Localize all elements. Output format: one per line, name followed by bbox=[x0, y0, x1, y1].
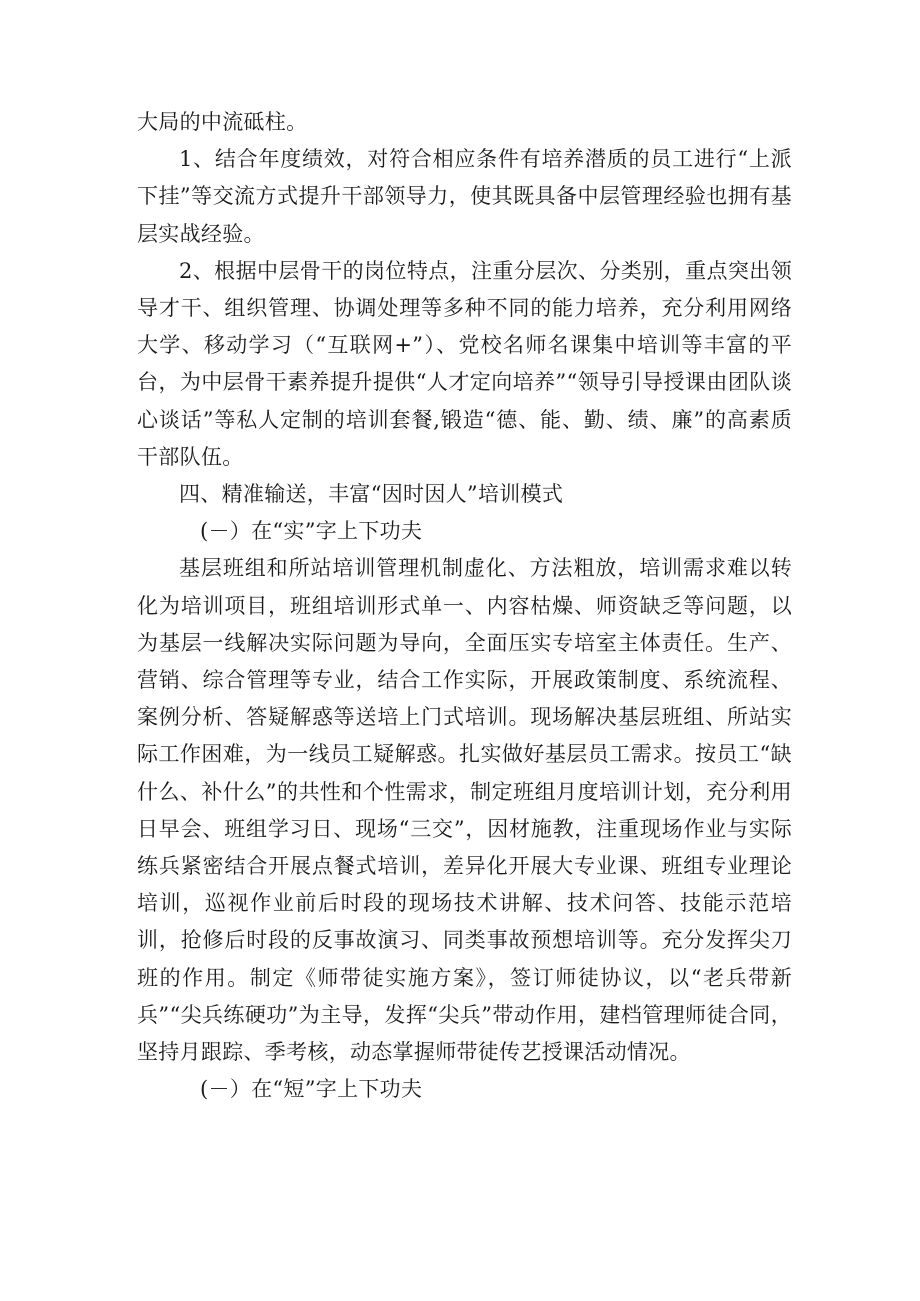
section-heading-4: 四、精准输送，丰富“因时因人”培训模式 bbox=[179, 482, 564, 507]
subsection-heading-shi: (－）在“实”字上下功夫 bbox=[200, 519, 423, 544]
body-paragraph-item-2: 2、根据中层骨干的岗位特点，注重分层次、分类别，重点突出领导才干、组织管理、协调处理等多种不同的能力培养，充分利用网络大学、移动学习（“互联网+”）、党校名师名课集中培训等丰富的平台，为中层骨干素养提升提供“人才定向培养”“领导引导授课由团队谈心谈话”等私人定制的培训套餐,锻造“德、能、勤、绩、廉”的高素质干部队伍。 bbox=[137, 258, 792, 469]
continuation-paragraph: 大局的中流砥柱。 bbox=[137, 110, 308, 134]
body-paragraph-grassroots: 基层班组和所站培训管理机制虚化、方法粗放，培训需求难以转化为培训项目，班组培训形式单一、内容枯燥、师资缺乏等问题，以为基层一线解决实际问题为导向，全面压实专培室主体责任。生产、营销、综合管理等专业，结合工作实际，开展政策制度、系统流程、案例分析、答疑解惑等送培上门式培训。现场解决基层班组、所站实际工作困难，为一线员工疑解惑。扎实做好基层员工需求。按员工“缺什么、补什么”的共性和个性需求，制定班组月度培训计划，充分利用日早会、班组学习日、现场“三交”，因材施教，注重现场作业与实际练兵紧密结合开展点餐式培训，差异化开展大专业课、班组专业理论培训，巡视作业前后时段的现场技术讲解、技术问答、技能示范培训，抢修后时段的反事故演习、同类事故预想培训等。充分发挥尖刀班的作用。制定《师带徒实施方案》，签订师徒协议，以“老兵带新兵”“尖兵练硬功”为主导，发挥“尖兵”带动作用，建档管理师徒合同，坚持月跟踪、季考核，动态掌握师带徒传艺授课活动情况。 bbox=[137, 556, 792, 1065]
subsection-heading-duan: (－）在“短”字上下功夫 bbox=[200, 1077, 423, 1102]
document-body bbox=[137, 104, 792, 1108]
body-paragraph-item-1: 1、结合年度绩效，对符合相应条件有培养潜质的员工进行“上派下挂”等交流方式提升干部领导力，使其既具备中层管理经验也拥有基层实战经验。 bbox=[137, 147, 792, 246]
